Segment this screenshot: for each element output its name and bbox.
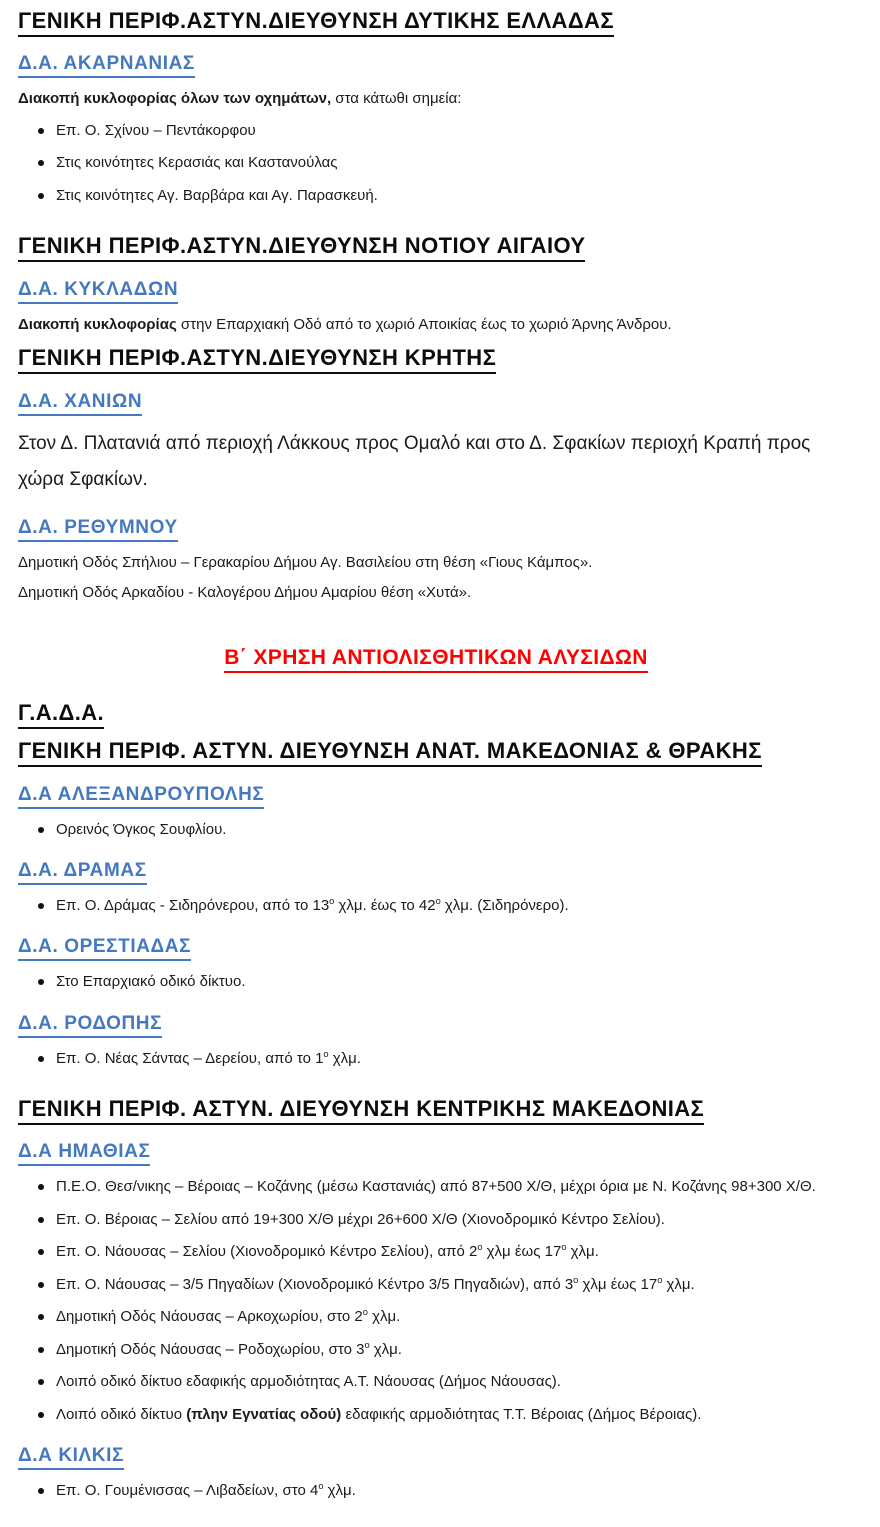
bullet-item: [18, 1404, 854, 1427]
text-run: Στις κοινότητες Κερασιάς και Καστανούλας: [56, 154, 338, 172]
bullet-item: [18, 1480, 854, 1503]
bullet-item: [18, 1371, 854, 1394]
text-run: Δημοτική Οδός Σπήλιου – Γερακαρίου Δήμου Αγ. Βασιλείου στη θέση «Γιους Κάμπος».: [18, 553, 593, 571]
ordinal-superscript: ο: [323, 1048, 329, 1059]
bold-text-run: Διακοπή κυκλοφορίας όλων των οχημάτων,: [18, 90, 332, 108]
bold-text-run: Διακοπή κυκλοφορίας: [18, 315, 177, 333]
bullet-item: [18, 971, 854, 994]
directorate-heading: [18, 279, 854, 302]
text-run: Επ. Ο. Νάουσας – Σελίου (Χιονοδρομικό Κέντρο Σελίου), από 2: [56, 1243, 478, 1261]
text-run: χλμ έως 17: [578, 1275, 658, 1293]
paragraph: [18, 88, 854, 110]
section-title: [18, 738, 854, 764]
directorate-heading: [18, 1141, 854, 1164]
directorate-heading: [18, 1013, 854, 1036]
text-run: Επ. Ο. Βέροιας – Σελίου από 19+300 Χ/Θ μέχρι 26+600 Χ/Θ (Χιονοδρομικό Κέντρο Σελίου).: [56, 1210, 665, 1228]
heading-text: ΓΕΝΙΚΗ ΠΕΡΙΦ. ΑΣΤΥΝ. ΔΙΕΥΘΥΝΣΗ ΚΕΝΤΡΙΚΗΣ ΜΑΚΕΔΟΝΙΑΣ: [18, 1096, 704, 1125]
section-title: [18, 1096, 854, 1122]
ordinal-superscript: ο: [573, 1274, 579, 1285]
bullet-item: [18, 819, 854, 842]
text-run: Λοιπό οδικό δίκτυο: [56, 1405, 187, 1423]
heading-text: ΓΕΝΙΚΗ ΠΕΡΙΦ.ΑΣΤΥΝ.ΔΙΕΥΘΥΝΣΗ ΔΥΤΙΚΗΣ ΕΛΛΑΔΑΣ: [18, 8, 614, 37]
bullet-item: [18, 1274, 854, 1297]
bullet-list: [18, 1480, 854, 1503]
ordinal-superscript: ο: [364, 1339, 370, 1350]
paragraph: [18, 582, 854, 604]
ordinal-superscript: ο: [561, 1242, 567, 1253]
text-run: χλμ. (Σιδηρόνερο).: [440, 896, 569, 914]
text-run: στα κάτωθι σημεία:: [331, 90, 462, 108]
heading-text: Δ.Α. ΟΡΕΣΤΙΑΔΑΣ: [18, 936, 191, 961]
text-run: Επ. Ο. Γουμένισσας – Λιβαδείων, στο 4: [56, 1482, 319, 1499]
text-run: Στον Δ. Πλατανιά από περιοχή Λάκκους προς Ομαλό και στο Δ. Σφακίων περιοχή Κραπή προς χώρα Σφακίων.: [18, 432, 811, 490]
text-run: Ορεινός Όγκος Σουφλίου.: [56, 820, 227, 838]
heading-text: ΓΕΝΙΚΗ ΠΕΡΙΦ. ΑΣΤΥΝ. ΔΙΕΥΘΥΝΣΗ ΑΝΑΤ. ΜΑΚΕΔΟΝΙΑΣ & ΘΡΑΚΗΣ: [18, 738, 762, 767]
text-run: Στο Επαρχιακό οδικό δίκτυο.: [56, 973, 246, 991]
bullet-item: [18, 120, 854, 143]
bold-text-run: (πλην Εγνατίας οδού): [186, 1405, 342, 1423]
heading-text: Δ.Α. ΡΕΘΥΜΝΟΥ: [18, 517, 178, 542]
section-title: [18, 8, 854, 34]
bullet-item: [18, 1339, 854, 1362]
text-run: χλμ έως 17: [482, 1243, 562, 1261]
text-run: Δημοτική Οδός Αρκαδίου - Καλογέρου Δήμου Αμαρίου θέση «Χυτά».: [18, 584, 472, 602]
heading-text: Δ.Α. ΚΥΚΛΑΔΩΝ: [18, 279, 178, 304]
text-run: χλμ.: [328, 1049, 361, 1067]
text-run: Λοιπό οδικό δίκτυο εδαφικής αρμοδιότητας Α.Τ. Νάουσας (Δήμος Νάουσας).: [56, 1373, 561, 1391]
text-run: χλμ.: [662, 1275, 695, 1293]
bullet-item: [18, 1241, 854, 1264]
text-run: Επ. Ο. Νέας Σάντας – Δερείου, από το 1: [56, 1049, 324, 1067]
bullet-item: [18, 1306, 854, 1329]
text-run: Δημοτική Οδός Νάουσας – Αρκοχωρίου, στο 2: [56, 1308, 363, 1326]
ordinal-superscript: ο: [477, 1242, 483, 1253]
heading-text: Γ.Α.Δ.Α.: [18, 700, 104, 729]
ordinal-superscript: ο: [362, 1307, 368, 1318]
text-run: χλμ.: [566, 1243, 599, 1261]
part-b-title: [18, 646, 854, 670]
directorate-heading: [18, 1445, 854, 1468]
section-title: [18, 345, 854, 371]
text-run: Επ. Ο. Δράμας - Σιδηρόνερου, από το 13: [56, 896, 330, 914]
bullet-item: [18, 1209, 854, 1232]
directorate-heading: [18, 860, 854, 883]
heading-text: Δ.Α. ΔΡΑΜΑΣ: [18, 860, 147, 885]
document-body: [18, 8, 854, 1503]
text-run: Επ. Ο. Σχίνου – Πεντάκορφου: [56, 121, 256, 139]
heading-text: Β΄ ΧΡΗΣΗ ΑΝΤΙΟΛΙΣΘΗΤΙΚΩΝ ΑΛΥΣΙΔΩΝ: [224, 646, 648, 673]
section-title: [18, 233, 854, 259]
ordinal-superscript: ο: [318, 1481, 324, 1491]
directorate-heading: [18, 936, 854, 959]
bullet-list: [18, 895, 854, 918]
directorate-heading: [18, 391, 854, 414]
bullet-list: [18, 120, 854, 208]
heading-text: ΓΕΝΙΚΗ ΠΕΡΙΦ.ΑΣΤΥΝ.ΔΙΕΥΘΥΝΣΗ ΚΡΗΤΗΣ: [18, 345, 496, 374]
text-run: χλμ.: [369, 1340, 402, 1358]
bullet-list: [18, 1176, 854, 1426]
text-run: χλμ.: [367, 1308, 401, 1326]
bullet-item: [18, 1048, 854, 1071]
ordinal-superscript: ο: [435, 895, 441, 906]
heading-text: Δ.Α ΚΙΛΚΙΣ: [18, 1445, 124, 1470]
bullet-item: [18, 152, 854, 175]
paragraph: [18, 552, 854, 574]
directorate-heading: [18, 784, 854, 807]
section-title: [18, 700, 854, 726]
text-run: χλμ.: [323, 1482, 356, 1499]
bullet-item: [18, 185, 854, 208]
ordinal-superscript: ο: [657, 1274, 663, 1285]
text-run: Στις κοινότητες Αγ. Βαρβάρα και Αγ. Παρασκευή.: [56, 186, 378, 204]
heading-text: Δ.Α. ΑΚΑΡΝΑΝΙΑΣ: [18, 53, 195, 78]
bullet-list: [18, 971, 854, 994]
paragraph: [18, 314, 854, 336]
text-run: εδαφικής αρμοδιότητας Τ.Τ. Βέροιας (Δήμος Βέροιας).: [341, 1405, 702, 1423]
text-run: Δημοτική Οδός Νάουσας – Ροδοχωρίου, στο 3: [56, 1340, 365, 1358]
heading-text: Δ.Α ΑΛΕΞΑΝΔΡΟΥΠΟΛΗΣ: [18, 784, 264, 809]
heading-text: ΓΕΝΙΚΗ ΠΕΡΙΦ.ΑΣΤΥΝ.ΔΙΕΥΘΥΝΣΗ ΝΟΤΙΟΥ ΑΙΓΑΙΟΥ: [18, 233, 585, 262]
directorate-heading: [18, 53, 854, 76]
heading-text: Δ.Α. ΧΑΝΙΩΝ: [18, 391, 142, 416]
bullet-list: [18, 1048, 854, 1071]
ordinal-superscript: ο: [329, 895, 335, 906]
paragraph: [18, 426, 854, 498]
heading-text: Δ.Α. ΡΟΔΟΠΗΣ: [18, 1013, 162, 1038]
heading-text: Δ.Α ΗΜΑΘΙΑΣ: [18, 1141, 150, 1166]
bullet-item: [18, 1176, 854, 1199]
text-run: Π.Ε.Ο. Θεσ/νικης – Βέροιας – Κοζάνης (μέσω Καστανιάς) από 87+500 Χ/Θ, μέχρι όρια με Ν. Κοζάνης 98+300 Χ/Θ.: [56, 1178, 816, 1196]
bullet-list: [18, 819, 854, 842]
directorate-heading: [18, 517, 854, 540]
text-run: Επ. Ο. Νάουσας – 3/5 Πηγαδίων (Χιονοδρομικό Κέντρο 3/5 Πηγαδιών), από 3: [56, 1275, 574, 1293]
bullet-item: [18, 895, 854, 918]
text-run: χλμ. έως το 42: [334, 896, 436, 914]
text-run: στην Επαρχιακή Οδό από το χωριό Αποικίας έως το χωριό Άρνης Άνδρου.: [176, 315, 672, 333]
